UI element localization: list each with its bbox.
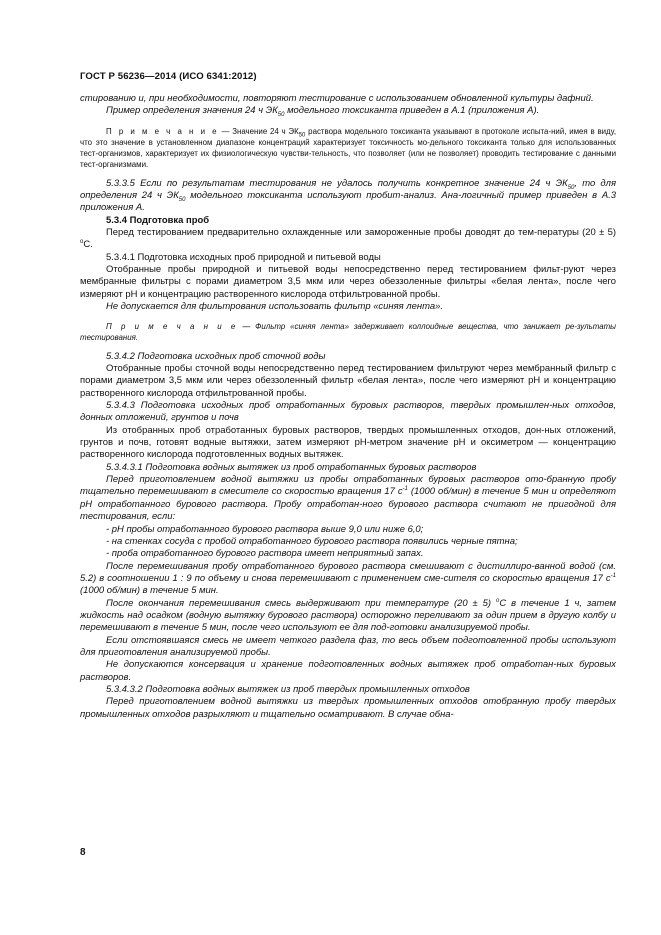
list-item: - на стенках сосуда с пробой отработанного бурового раствора появились черные пятна; bbox=[106, 535, 518, 547]
paragraph: 5.3.3.5 Если по результатам тестирования не удалось получить конкретное значение 24 ч $ЭК_{50}$, то для определения 24 ч $ЭК_{50}$ модельного токсиканта используют пробит-анализ. Ана-логичный пример приведен в А.3 приложения А. bbox=[80, 177, 617, 214]
subsection-heading: 5.3.4.3.1 Подготовка водных вытяжек из проб отработанных буровых растворов bbox=[106, 461, 477, 473]
subsection-heading: 5.3.4.2 Подготовка исходных проб сточной воды bbox=[106, 350, 326, 362]
page-number: 8 bbox=[80, 847, 86, 858]
note: П р и м е ч а н и е — Значение 24 ч $ЭК_{50}$ раствора модельного токсиканта указывают в протоколе испыта-ний, имея в виду, что это значение в установленном диапазоне концентраций характеризует токсичность мо-дельного токсиканта только для использованных тест-организмов, характеризует их физиологическую чувстви-тельность, что позволяет (или не позволяет) проводить тестирование с данными тест-организмами. bbox=[80, 126, 617, 170]
paragraph: Из отобранных проб отработанных буровых растворов, твердых промышленных отходов, дон-ных отложений, грунтов и почв, готовят водные вытяжки, затем измеряют рН-метром значение рН и оксиметром — концентрацию растворенного кислорода подготовленных водных вытяжек. bbox=[80, 424, 616, 461]
paragraph: После перемешивания пробу отработанного бурового раствора смешивают с дистиллиро-ванной водой (см. 5.2) в соотношении 1 : 9 по объему и снова перемешивают с применением сме-сителя со скоростью вращения 17 $с^{-1}$ (1000 об/мин) в течение 5 мин. bbox=[80, 560, 616, 597]
paragraph: Не допускается для фильтрования использовать фильтр «синяя лента». bbox=[106, 300, 443, 312]
paragraph: Отобранные пробы сточной воды непосредственно перед тестированием фильтруют через мембранный фильтр с порами диаметром 3,5 мкм или через обеззоленный фильтр «белая лента», после чего измеряют рН и концентрацию растворенного кислорода отфильтрованной пробы. bbox=[80, 363, 616, 399]
document-header: ГОСТ Р 56236—2014 (ИСО 6341:2012) bbox=[80, 71, 257, 82]
list-item: - рН пробы отработанного бурового раствора выше 9,0 или ниже 6,0; bbox=[106, 523, 424, 535]
subsection-heading: 5.3.4.3 Подготовка исходных проб отработанных буровых растворов, твердых промышлен-ных отходов, донных отложений, грунтов и почв bbox=[80, 400, 616, 424]
paragraph: После окончания перемешивания смесь выдерживают при температуре (20 ± 5) $^о$С в течение 1 ч, затем жидкость над осадком (водную вытяжку бурового раствора) осторожно переливают за один прием в другую колбу и перемешивают в течение 5 мин, после чего используют ее для под-готовки анализируемой пробы. bbox=[80, 597, 617, 634]
paragraph: Не допускаются консервация и хранение подготовленных водных вытяжек проб отработан-ных буровых растворов. bbox=[80, 659, 616, 683]
subsection-heading: 5.3.4.1 Подготовка исходных проб природной и питьевой воды bbox=[106, 251, 381, 263]
paragraph: Отобранные пробы природной и питьевой воды непосредственно перед тестированием фильт-руют через мембранные фильтры с порами диаметром 3,5 мкм или через обеззоленные фильтры «белая лента», после чего измеряют рН и концентрацию растворенного кислорода отфильтрованной пробы. bbox=[80, 263, 616, 300]
paragraph: Перед приготовлением водной вытяжки из твердых промышленных отходов отобранную пробу твердых промышленных отходов разрыхляют и тщательно осматривают. В случае обна- bbox=[80, 696, 616, 720]
paragraph: Пример определения значения 24 ч $ЭК_{50}$ модельного токсиканта приведен в А.1 (приложения А). bbox=[106, 105, 540, 119]
subsection-heading: 5.3.4.3.2 Подготовка водных вытяжек из проб твердых промышленных отходов bbox=[106, 683, 470, 695]
list-item: - проба отработанного бурового раствора имеет неприятный запах. bbox=[106, 548, 424, 560]
paragraph: Перед тестированием предварительно охлажденные или замороженные пробы доводят до тем-пературы (20 ± 5) $^о$С. bbox=[80, 226, 616, 251]
paragraph: Если отстоявшаяся смесь не имеет четкого раздела фаз, то весь объем подготовленной пробы используют для приготовления анализируемой пробы. bbox=[80, 634, 616, 658]
note: П р и м е ч а н и е — Фильтр «синяя лента» задерживает коллоидные вещества, что занижает ре-зультаты тестирования. bbox=[80, 322, 616, 343]
section-heading: 5.3.4 Подготовка проб bbox=[106, 214, 210, 226]
paragraph: Перед приготовлением водной вытяжки из пробы отработанных буровых растворов ото-бранную пробу тщательно перемешивают в смесителе со скоростью вращения 17 $с^{-1}$ (1000 об/мин) в течение 5 мин и определяют рН отработанного бурового раствора. Пробу отработан-ного бурового раствора считают не пригодной для тестирования, если: bbox=[80, 474, 616, 523]
paragraph: стированию и, при необходимости, повторяют тестирование с использованием обновленной культуры дафний. bbox=[80, 93, 594, 104]
document-body bbox=[80, 93, 616, 721]
